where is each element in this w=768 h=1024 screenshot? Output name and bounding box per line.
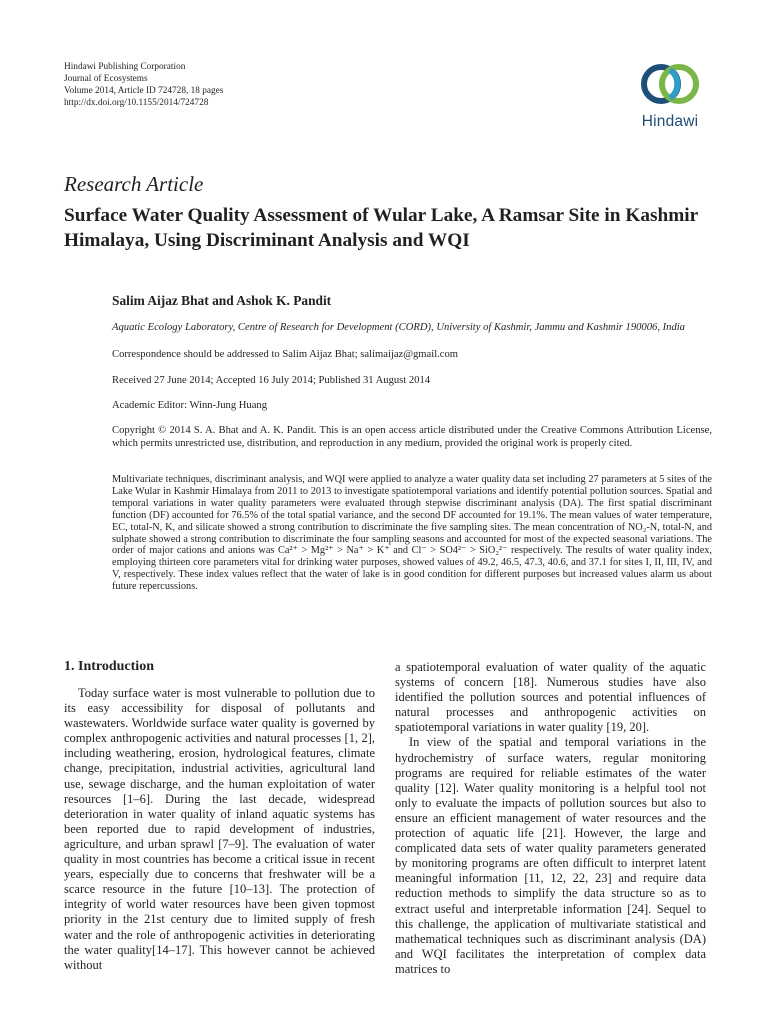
publication-dates: Received 27 June 2014; Accepted 16 July 2014; Published 31 August 2014 (112, 375, 431, 386)
article-type: Research Article (64, 172, 204, 196)
academic-editor: Academic Editor: Winn-Jung Huang (112, 400, 268, 411)
hindawi-logo (630, 56, 710, 140)
column-right (395, 660, 706, 977)
affiliation: Aquatic Ecology Laboratory, Centre of Research for Development (CORD), University of Kashmir, Jammu and Kashmir 190006, India (112, 322, 685, 333)
intro-paragraph-2: a spatiotemporal evaluation of water quality of the aquatic systems of concern [18]. Numerous studies have also identified the pollution sources and potential influences of natural processes and anthropogenic activities on spatiotemporal variations in water quality [19, 20]. (395, 660, 706, 735)
correspondence: Correspondence should be addressed to Salim Aijaz Bhat; salimaijaz@gmail.com (112, 349, 459, 360)
article-title: Surface Water Quality Assessment of Wular Lake, A Ramsar Site in Kashmir Himalaya, Using Discriminant Analysis and WQI (64, 205, 698, 251)
logo-text: Hindawi (641, 113, 699, 130)
intro-paragraph-3: In view of the spatial and temporal variations in the hydrochemistry of surface waters, regular monitoring programs are required for reliable estimates of the water quality [12]. Water quality monitoring is a helpful tool not only to evaluate the impacts of pollution sources but also to ensure an efficient management of water resources and the protection of aquatic life [21]. However, the large and complicated data sets of water quality parameters generated by monitoring programs are often difficult to interpret latent meaningful information [11, 12, 22, 23] and require data reduction methods to simplify the data structure so as to extract useful and interpretable information [24]. Sequel to this challenge, the application of multivariate statistical and mathematical techniques such as discriminant analysis (DA) and WQI facilitates the interpretation of complex data matrices to (395, 735, 706, 976)
hindawi-logo-icon (639, 56, 701, 112)
abstract: Multivariate techniques, discriminant analysis, and WQI were applied to analyze a water quality data set including 27 parameters at 5 sites of the Lake Wular in Kashmir Himalaya from 2011 to 2013 to investigate spatiotemporal variations and identify potential pollution sources. Spatial and temporal variations in water quality parameters were evaluated through stepwise discriminant analysis (DA). The first spatial discriminant function (DF) accounted for 76.5% of the total spatial variance, and the second DF accounted for 19.1%. The mean values of water temperature, EC, total-N, K, and silicate showed a strong contribution to discriminate the five sampling sites. The mean concentration of NO₂-N, total-N, and sulphate showed a strong contribution to discriminate the four sampling seasons and accounted for most of the expected seasonal variations. The order of major cations and anions was Ca²⁺ > Mg²⁺ > Na⁺ > K⁺ and Cl⁻ > SO4²⁻ > SiO₂²⁻ respectively. The results of water quality index, employing thirteen core parameters vital for drinking water purposes, showed values of 49.2, 46.5, 47.3, 40.6, and 37.1 for sites I, II, III, IV, and V, respectively. These index values reflect that the water of lake is in good condition for different purposes but increased values alarm us about future repercussions. (112, 474, 712, 593)
volume-info: Volume 2014, Article ID 724728, 18 pages (64, 86, 224, 96)
publisher-name: Hindawi Publishing Corporation (64, 62, 186, 72)
journal-metadata (64, 61, 223, 109)
authors: Salim Aijaz Bhat and Ashok K. Pandit (112, 293, 332, 308)
copyright-notice: Copyright © 2014 S. A. Bhat and A. K. Pandit. This is an open access article distributed under the Creative Commons Attribution License, which permits unrestricted use, distribution, and reproduction in any medium, provided the original work is properly cited. (112, 425, 712, 449)
journal-name: Journal of Ecosystems (64, 74, 148, 84)
intro-paragraph-1: Today surface water is most vulnerable to pollution due to its easy accessibility for disposal of pollutants and wastewaters. Worldwide surface water quality is governed by complex anthropogenic activities and natural processes [1, 2], including weathering, erosion, hydrological features, climate change, precipitation, industrial activities, agricultural land use, sewage discharge, and the human exploitation of water resources [1–6]. During the last decade, widespread deterioration in water quality of inland aquatic systems has been reported due to rapid development of industries, agriculture, and urban sprawl [7–9]. The evaluation of water quality in most countries has become a critical issue in recent years, especially due to concerns that freshwater will be a scarce resource in the future [10–13]. The protection of integrity of world water resources have been given topmost priority in the 21st century due to limited supply of fresh water and the role of anthropogenic activities in deteriorating the water quality[14–17]. This however cannot be achieved without (64, 686, 375, 972)
column-left (64, 660, 375, 973)
section-title: 1. Introduction (64, 659, 154, 674)
doi-link[interactable]: http://dx.doi.org/10.1155/2014/724728 (64, 98, 209, 108)
